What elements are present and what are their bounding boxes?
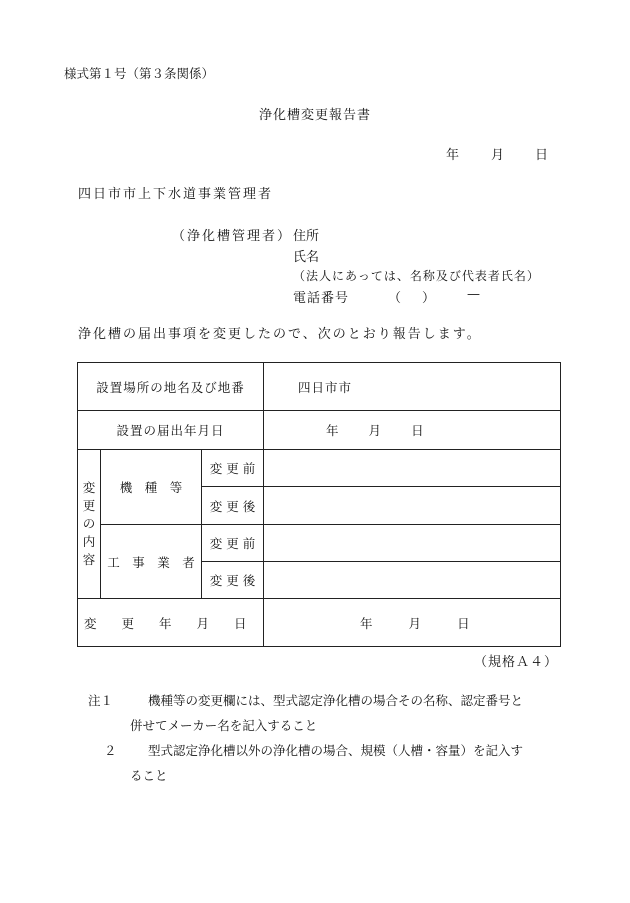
- change-month-label: 月: [408, 615, 422, 631]
- note-number: ２: [104, 743, 117, 758]
- notification-year-label: 年: [326, 423, 339, 438]
- corporate-note: （法人にあっては、名称及び代表者氏名）: [293, 269, 540, 283]
- change-details-char: 容: [82, 552, 96, 567]
- model-label: 機 種 等: [101, 450, 202, 525]
- note-number: 注１: [88, 693, 114, 708]
- form-number: 様式第１号（第３条関係）: [64, 66, 215, 81]
- phone-paren-open: （: [388, 291, 402, 306]
- note-text-line: 型式認定浄化槽以外の浄化槽の場合、規模（人槽・容量）を記入す: [148, 743, 524, 758]
- manager-label: （浄化槽管理者）: [172, 229, 293, 244]
- contractor-label: 工 事 業 者: [101, 525, 202, 599]
- intro-text: 浄化槽の届出事項を変更したので、次のとおり報告します。: [78, 327, 482, 342]
- change-date-label: 変 更 年 月 日: [78, 599, 264, 647]
- notification-day-label: 日: [411, 423, 424, 438]
- table-row: [78, 363, 561, 411]
- contractor-before-value: [264, 525, 561, 562]
- report-table: [77, 362, 561, 647]
- table-row: [78, 599, 561, 647]
- model-after-value: [264, 487, 561, 525]
- name-label: 氏名: [293, 250, 320, 265]
- note-text-line: 併せてメーカー名を記入すること: [130, 718, 318, 733]
- table-row: [78, 411, 561, 450]
- table-row: [78, 525, 561, 562]
- change-details-char: の: [82, 516, 96, 531]
- notification-date-value: [264, 411, 561, 450]
- model-before-value: [264, 450, 561, 487]
- model-after-label: 変 更 後: [202, 487, 264, 525]
- notification-date-label: 設置の届出年月日: [78, 411, 264, 450]
- location-label: 設置場所の地名及び地番: [78, 363, 264, 411]
- date-day-label: 日: [535, 148, 549, 163]
- model-before-label: 変 更 前: [202, 450, 264, 487]
- phone-dash: —: [467, 287, 480, 302]
- address-label: 住所: [293, 229, 320, 244]
- change-year-label: 年: [360, 615, 373, 631]
- contractor-after-label: 変 更 後: [202, 562, 264, 599]
- note-text-line: ること: [130, 768, 168, 783]
- page-title: 浄化槽変更報告書: [258, 108, 371, 123]
- date-month-label: 月: [491, 148, 505, 163]
- notification-month-label: 月: [368, 423, 382, 438]
- change-details-char: 更: [82, 498, 96, 513]
- note-text-line: 機種等の変更欄には、型式認定浄化槽の場合その名称、認定番号と: [148, 693, 524, 708]
- recipient: 四日市市上下水道事業管理者: [78, 187, 274, 202]
- location-value: 四日市市: [264, 363, 561, 411]
- phone-label: 電話番号: [293, 291, 350, 306]
- contractor-before-label: 変 更 前: [202, 525, 264, 562]
- contractor-after-value: [264, 562, 561, 599]
- change-details-label: [78, 450, 101, 599]
- change-date-value: [264, 599, 561, 647]
- change-details-char: 内: [82, 534, 96, 549]
- date-year-label: 年: [446, 148, 460, 163]
- change-details-char: 変: [82, 480, 96, 495]
- change-day-label: 日: [457, 615, 470, 631]
- paper-size-spec: （規格Ａ４）: [474, 655, 559, 670]
- phone-paren-close: ）: [422, 291, 436, 306]
- table-row: [78, 450, 561, 487]
